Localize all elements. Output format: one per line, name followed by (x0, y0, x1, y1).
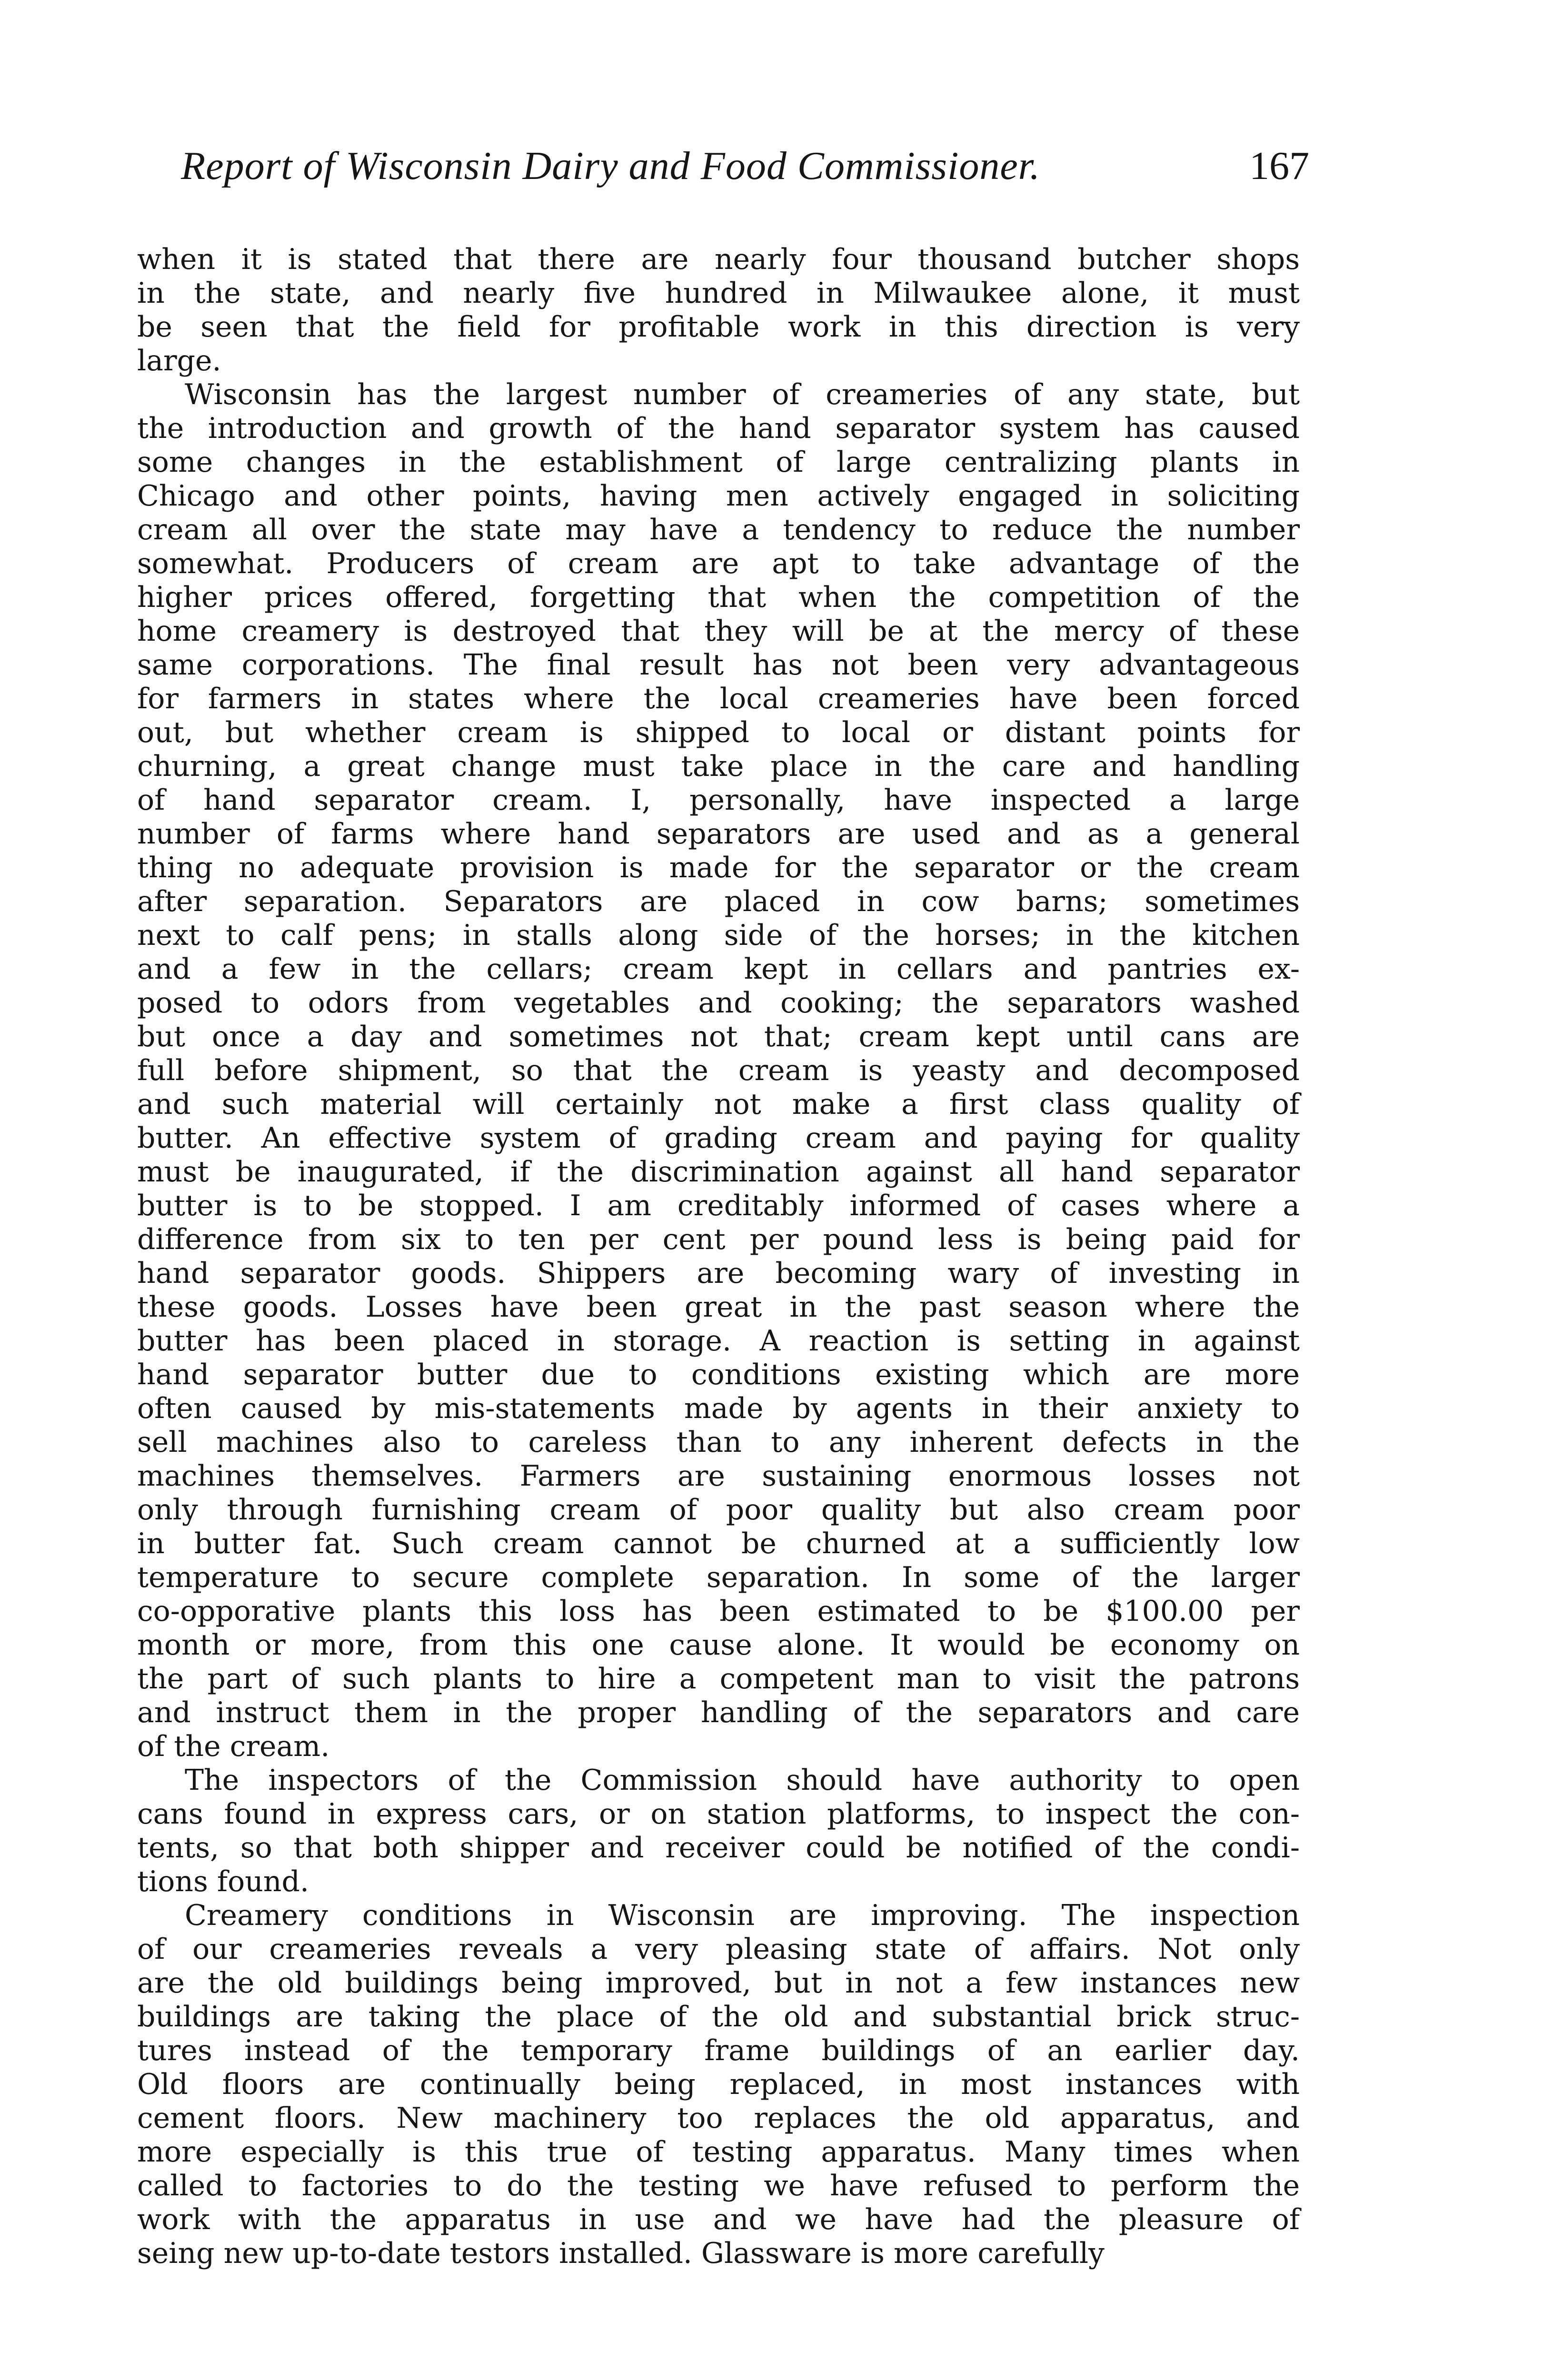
text-line: after separation. Separators are placed in cow barns; sometimes (137, 885, 1300, 918)
text-line: tions found. (137, 1865, 309, 1898)
text-line: number of farms where hand separators are used and as a general (137, 817, 1300, 851)
text-line: more especially is this true of testing apparatus. Many times when (137, 2135, 1300, 2169)
text-line: must be inaugurated, if the discrimination against all hand separator (137, 1155, 1300, 1189)
text-line: often caused by mis-statements made by agents in their anxiety to (137, 1392, 1300, 1425)
paragraph (137, 1764, 1300, 1899)
text-line: thing no adequate provision is made for the separator or the cream (137, 851, 1300, 884)
body-text (137, 243, 1300, 2271)
text-line: hand separator goods. Shippers are becoming wary of investing in (137, 1257, 1300, 1290)
text-line: next to calf pens; in stalls along side of the horses; in the kitchen (137, 919, 1300, 952)
text-line: large. (137, 344, 221, 377)
text-line: of hand separator cream. I, personally, have inspected a large (137, 783, 1300, 817)
text-line: these goods. Losses have been great in the past season where the (137, 1290, 1300, 1324)
text-line: but once a day and sometimes not that; cream kept until cans are (137, 1020, 1300, 1053)
text-line: out, but whether cream is shipped to local or distant points for (137, 716, 1300, 749)
text-line: butter is to be stopped. I am creditably informed of cases where a (137, 1189, 1300, 1222)
text-line: posed to odors from vegetables and cooking; the separators washed (137, 986, 1300, 1020)
text-line: Chicago and other points, having men actively engaged in soliciting (137, 479, 1300, 513)
text-line: temperature to secure complete separation. In some of the larger (137, 1561, 1300, 1594)
text-line: butter has been placed in storage. A reaction is setting in against (137, 1324, 1300, 1358)
text-line: work with the apparatus in use and we have had the pleasure of (137, 2203, 1300, 2236)
text-line: The inspectors of the Commission should have authority to open (185, 1764, 1300, 1797)
text-line: Old floors are continually being replaced, in most instances with (137, 2068, 1300, 2101)
text-line: tures instead of the temporary frame buildings of an earlier day. (137, 2034, 1300, 2067)
paragraph (137, 243, 1300, 378)
text-line: in butter fat. Such cream cannot be churned at a sufficiently low (137, 1527, 1300, 1560)
text-line: and a few in the cellars; cream kept in cellars and pantries ex- (137, 952, 1300, 986)
page-number: 167 (1249, 144, 1309, 188)
text-line: sell machines also to careless than to any inherent defects in the (137, 1426, 1300, 1459)
text-line: butter. An effective system of grading cream and paying for quality (137, 1121, 1300, 1155)
text-line: hand separator butter due to conditions existing which are more (137, 1358, 1300, 1391)
text-line: seing new up-to-date testors installed. Glassware is more carefully (137, 2237, 1105, 2270)
running-title: Report of Wisconsin Dairy and Food Commissioner. (181, 144, 1040, 188)
text-line: same corporations. The final result has not been very advantageous (137, 648, 1300, 682)
text-line: cream all over the state may have a tendency to reduce the number (137, 513, 1300, 546)
text-line: called to factories to do the testing we have refused to perform the (137, 2169, 1300, 2202)
text-line: in the state, and nearly five hundred in Milwaukee alone, it must (137, 277, 1300, 310)
text-line: full before shipment, so that the cream is yeasty and decomposed (137, 1054, 1300, 1087)
text-line: cans found in express cars, or on station platforms, to inspect the con- (137, 1797, 1300, 1831)
text-line: Wisconsin has the largest number of creameries of any state, but (185, 378, 1300, 411)
text-line: and such material will certainly not make a first class quality of (137, 1088, 1300, 1121)
text-line: tents, so that both shipper and receiver could be notified of the condi- (137, 1831, 1300, 1864)
paragraph (137, 1899, 1300, 2271)
text-line: only through furnishing cream of poor quality but also cream poor (137, 1493, 1300, 1527)
text-line: machines themselves. Farmers are sustaining enormous losses not (137, 1459, 1300, 1493)
text-line: churning, a great change must take place in the care and handling (137, 750, 1300, 783)
text-line: somewhat. Producers of cream are apt to take advantage of the (137, 547, 1300, 580)
text-line: of our creameries reveals a very pleasing state of affairs. Not only (137, 1933, 1300, 1966)
text-line: the introduction and growth of the hand separator system has caused (137, 412, 1300, 445)
paragraph (137, 378, 1300, 1764)
text-line: for farmers in states where the local creameries have been forced (137, 682, 1300, 715)
text-line: home creamery is destroyed that they will be at the mercy of these (137, 615, 1300, 648)
text-line: and instruct them in the proper handling of the separators and care (137, 1696, 1300, 1729)
running-header (181, 143, 1309, 200)
text-line: co-opporative plants this loss has been estimated to be $100.00 per (137, 1595, 1300, 1628)
text-line: are the old buildings being improved, but in not a few instances new (137, 1966, 1300, 2000)
text-line: the part of such plants to hire a competent man to visit the patrons (137, 1662, 1300, 1696)
text-line: higher prices offered, forgetting that when the competition of the (137, 581, 1300, 614)
text-line: cement floors. New machinery too replaces the old apparatus, and (137, 2102, 1300, 2135)
text-line: month or more, from this one cause alone. It would be economy on (137, 1628, 1300, 1662)
text-line: buildings are taking the place of the old and substantial brick struc- (137, 2000, 1300, 2033)
text-line: difference from six to ten per cent per pound less is being paid for (137, 1223, 1300, 1256)
text-line: some changes in the establishment of large centralizing plants in (137, 446, 1300, 479)
text-line: when it is stated that there are nearly four thousand butcher shops (137, 243, 1300, 276)
text-line: Creamery conditions in Wisconsin are improving. The inspection (185, 1899, 1300, 1932)
text-line: of the cream. (137, 1730, 330, 1763)
text-line: be seen that the field for profitable work in this direction is very (137, 310, 1300, 344)
